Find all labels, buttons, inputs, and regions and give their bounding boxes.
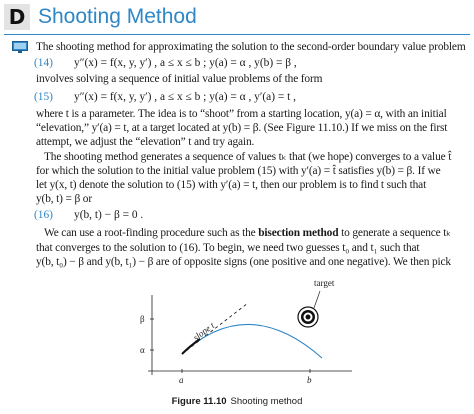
paragraph-line: where t is a parameter. The idea is to “shoot” from a starting location, y(a) = α, with an initial (36, 108, 447, 120)
equation-number-16: (16) (34, 209, 53, 221)
target-pointer (314, 291, 320, 308)
paragraph-line: The shooting method for approximating the solution to the second-order boundary value problem (36, 41, 466, 53)
caption-text: Shooting method (230, 396, 303, 407)
equation-15: y″(x) = f(x, y, y′) , a ≤ x ≤ b ; y(a) = α , y′(a) = t , (74, 91, 296, 103)
equation-14: y″(x) = f(x, y, y′) , a ≤ x ≤ b ; y(a) = α , y(b) = β , (74, 57, 297, 69)
alpha-label: α (140, 345, 145, 355)
shooting-method-figure (130, 275, 360, 395)
paragraph-line: for which the solution to the initial value problem (15) with y′(a) = t̂ satisfies y(b) = β. If we (36, 165, 441, 177)
equation-number-15: (15) (34, 91, 53, 103)
paragraph-line: that converges to the solution to (16). To begin, we need two guesses t₀ and t₁ such that (36, 242, 420, 254)
paragraph-line: The shooting method generates a sequence of values tₖ that (we hope) converges to a value t̂ (44, 151, 452, 163)
paragraph-line: y(b, t) = β or (36, 193, 92, 205)
beta-label: β (140, 314, 145, 324)
target-icon (298, 307, 318, 327)
section-letter: D (4, 4, 30, 30)
paragraph-line: y(b, t₀) − β and y(b, t₁) − β are of opposite signs (one positive and one negative). We then pick (36, 256, 451, 268)
paragraph-line: attempt, we adjust the “elevation” t and try again. (36, 136, 255, 148)
caption-number: Figure 11.10 (171, 396, 227, 407)
paragraph-line: “elevation,” y′(a) = t, at a target located at y(b) = β. (See Figure 11.10.) If we miss on the first (36, 122, 448, 134)
slope-label: slope t (191, 320, 217, 343)
header-rule (4, 34, 470, 35)
paragraph-line: involves solving a sequence of initial value problems of the form (36, 73, 323, 85)
computer-monitor-icon (12, 41, 28, 53)
paragraph-line: We can use a root-finding procedure such as the bisection method to generate a sequence tₖ (44, 227, 452, 239)
target-label: target (314, 278, 335, 288)
equation-16: y(b, t) − β = 0 . (74, 209, 144, 221)
section-title: Shooting Method (38, 5, 197, 28)
equation-number-14: (14) (34, 57, 53, 69)
figure-caption (0, 396, 474, 407)
b-label: b (307, 375, 312, 385)
paragraph-line: let y(x, t) denote the solution to (15) with y′(a) = t, then our problem is to find t such that (36, 179, 427, 191)
section-header (4, 3, 197, 31)
bisection-method-term: bisection method (258, 227, 339, 239)
a-label: a (179, 375, 184, 385)
